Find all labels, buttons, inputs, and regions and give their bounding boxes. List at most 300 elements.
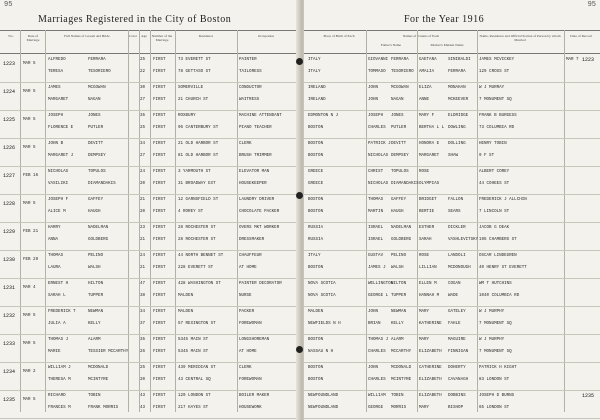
parent-field: NEWMAN bbox=[391, 310, 407, 314]
groom-field: HILTON bbox=[88, 282, 104, 286]
parent-field: NOVA SCOTIA bbox=[308, 294, 336, 298]
parent-field: PUTLER bbox=[391, 126, 407, 130]
bride-field: 20 bbox=[140, 210, 146, 214]
register-entry bbox=[0, 278, 300, 307]
parent-field: JOSEPH D BURNS bbox=[479, 394, 515, 398]
parent-field: ELIZABETH bbox=[419, 350, 442, 354]
parent-field: LILLIAN bbox=[419, 266, 437, 270]
bride-field: FLORENCE E bbox=[48, 126, 74, 130]
parent-field: BERTHA L L bbox=[419, 126, 445, 130]
register-entry bbox=[0, 138, 300, 167]
parent-field: HAUGH bbox=[391, 210, 404, 214]
groom-field: 21 OLD HARBOR ST bbox=[178, 142, 219, 146]
register-entry bbox=[0, 250, 300, 279]
groom-field: JONES bbox=[88, 114, 101, 118]
parent-field: SINIBALDI bbox=[448, 58, 471, 62]
groom-field: 120 LONDON ST bbox=[178, 394, 211, 398]
bride-field: MARIE bbox=[48, 350, 61, 354]
groom-field: 3 YARMOUTH ST bbox=[178, 170, 211, 174]
bride-field: NAGAN bbox=[88, 98, 101, 102]
parent-field: FINNIGAN bbox=[448, 350, 469, 354]
entry-date: MAR 5 bbox=[23, 342, 36, 346]
register-entry bbox=[0, 166, 300, 195]
bride-field: FIRST bbox=[153, 154, 166, 158]
groom-field: NICHOLAS bbox=[48, 170, 69, 174]
parent-field: PELINO bbox=[391, 254, 407, 258]
bride-field: FIRST bbox=[153, 378, 166, 382]
groom-field: FIRST bbox=[153, 170, 166, 174]
entry-number: 1223 bbox=[582, 57, 595, 63]
bride-field: HOUSEKEEPER bbox=[239, 182, 267, 186]
bride-field: PUTLER bbox=[88, 126, 104, 130]
groom-field: JOSEPH bbox=[48, 114, 64, 118]
parent-field: THOMAS bbox=[368, 198, 384, 202]
parent-field: BISHOP bbox=[448, 406, 464, 410]
groom-field: ALARM bbox=[88, 338, 101, 342]
parent-field: MALDEN bbox=[308, 310, 324, 314]
bride-field: 78 GETTASO ST bbox=[178, 70, 211, 74]
parent-field: 7 LINCOLN ST bbox=[479, 210, 510, 214]
groom-field: THOMAS bbox=[48, 254, 64, 258]
groom-field: FIRST bbox=[153, 142, 166, 146]
groom-field: 34 bbox=[140, 310, 146, 314]
parent-field: BRIAN bbox=[368, 322, 381, 326]
entry-number: 1229 bbox=[3, 229, 16, 235]
bride-field: DIAMANDAKIS bbox=[88, 182, 116, 186]
register-entry bbox=[304, 138, 600, 167]
bride-field: FIRST bbox=[153, 238, 166, 242]
groom-field: JAMES bbox=[48, 86, 61, 90]
header-mother: Mother's Maiden Name bbox=[430, 43, 464, 47]
bride-field: FIRST bbox=[153, 126, 166, 130]
entry-date: MAR 5 bbox=[23, 146, 36, 150]
parent-field: JOHN bbox=[368, 366, 379, 370]
parent-field: MCINTYRE bbox=[391, 378, 412, 382]
parent-field: NOVA SCOTIA bbox=[308, 282, 336, 286]
bride-field: 228 EVERETT ST bbox=[178, 266, 214, 270]
parent-field: HANNAH M bbox=[419, 294, 440, 298]
parent-field: HENRY TOBIN bbox=[479, 142, 507, 146]
parent-field: BOSTON bbox=[308, 366, 324, 370]
entry-number: 1226 bbox=[3, 145, 16, 151]
header-officiant: Name, Residence and Official Station of Person by whom Married bbox=[479, 34, 561, 42]
parent-field: ITALY bbox=[308, 70, 321, 74]
entry-date: MAR 4 bbox=[23, 286, 36, 290]
entry-date: FEB 29 bbox=[23, 258, 39, 262]
parent-field: WALSH bbox=[391, 266, 404, 270]
bride-field: DEMPSEY bbox=[88, 154, 106, 158]
bride-field: FIRST bbox=[153, 182, 166, 186]
header-record-date: Date of Record bbox=[570, 34, 592, 38]
bride-field: 81 OLD HARBOR ST bbox=[178, 154, 219, 158]
register-entry bbox=[0, 110, 300, 139]
bride-field: FRANCES M bbox=[48, 406, 71, 410]
bride-field: 37 bbox=[140, 322, 146, 326]
parent-field: W J MURPHY bbox=[479, 338, 505, 342]
bride-field: DRESSMAKER bbox=[239, 238, 265, 242]
binding-hole bbox=[296, 346, 303, 353]
entry-date: MAR 5 bbox=[23, 90, 36, 94]
bride-field: HOUSEWORK bbox=[239, 406, 262, 410]
groom-field: THOMAS J bbox=[48, 338, 69, 342]
bride-field: FIRST bbox=[153, 70, 166, 74]
bride-field: 4 ROREY ST bbox=[178, 210, 204, 214]
bride-field: AT HOME bbox=[239, 266, 257, 270]
entry-number: 1228 bbox=[3, 201, 16, 207]
bride-field: FOREWOMAN bbox=[239, 322, 262, 326]
groom-field: 23 bbox=[140, 226, 146, 230]
entry-number: 1234 bbox=[3, 369, 16, 375]
groom-field: FIRST bbox=[153, 282, 166, 286]
groom-field: PELINO bbox=[88, 254, 104, 258]
bride-field: FIRST bbox=[153, 266, 166, 270]
parent-field: GAETANA bbox=[419, 58, 437, 62]
register-entry bbox=[0, 54, 300, 83]
entry-number: 1232 bbox=[3, 313, 16, 319]
groom-field: FIRST bbox=[153, 394, 166, 398]
parent-field: DOHERTY bbox=[448, 366, 466, 370]
bride-field: 28 ROCHESTER ST bbox=[178, 238, 216, 242]
bride-field: 217 HAYES ST bbox=[178, 406, 209, 410]
parent-field: WM T HUTCHINS bbox=[479, 282, 512, 286]
parent-field: MONAHAN bbox=[448, 86, 466, 90]
parent-field: W J MURPHY bbox=[479, 310, 505, 314]
parent-field: CHRIST bbox=[368, 170, 384, 174]
parent-field: NEWFIELDS N H bbox=[308, 322, 341, 326]
parent-field: TOMMASO bbox=[368, 70, 386, 74]
bride-field: FIRST bbox=[153, 98, 166, 102]
bride-field: MARGARET bbox=[48, 98, 69, 102]
groom-field: MCDONALD bbox=[88, 366, 109, 370]
parent-field: OLYMPIAS bbox=[419, 182, 440, 186]
right-column-headers bbox=[304, 30, 600, 54]
parent-field: RUSSIA bbox=[308, 226, 324, 230]
parent-field: KELLY bbox=[391, 322, 404, 326]
parent-field: GREECE bbox=[308, 170, 324, 174]
entry-number: 1235 bbox=[582, 393, 595, 399]
groom-field: PAINTER DECORATOR bbox=[239, 282, 282, 286]
parent-field: JONES bbox=[391, 114, 404, 118]
parent-field: 9 F ST bbox=[479, 154, 495, 158]
register-entry bbox=[304, 278, 600, 307]
groom-field: CLERK bbox=[239, 366, 252, 370]
groom-field: MALDEN bbox=[178, 310, 194, 314]
parent-field: BRIDGET bbox=[419, 198, 437, 202]
parent-field: ROSE bbox=[419, 254, 430, 258]
parent-field: BERTIE bbox=[419, 210, 435, 214]
parent-field: PATRICK J bbox=[368, 142, 391, 146]
parent-field: MCKEEVER bbox=[448, 98, 469, 102]
groom-field: OVERS MKT WORKER bbox=[239, 226, 280, 230]
bride-field: JULIA A bbox=[48, 322, 66, 326]
groom-field: FREDERICK T bbox=[48, 310, 76, 314]
parent-field: BOSTON bbox=[308, 338, 324, 342]
bride-field: 43 bbox=[140, 406, 146, 410]
parent-field: JOHN bbox=[368, 310, 379, 314]
parent-field: DIAMANDAKIS bbox=[391, 182, 419, 186]
groom-field: NEWMAN bbox=[88, 310, 104, 314]
groom-field: ROXBURY bbox=[178, 114, 196, 118]
groom-field: 439 MERIDIAN ST bbox=[178, 366, 216, 370]
entry-date: FEB 21 bbox=[23, 230, 39, 234]
parent-field: 83 LONDON ST bbox=[479, 378, 510, 382]
record-date: MAR 7 bbox=[566, 58, 579, 62]
parent-field: 129 CROSS ST bbox=[479, 70, 510, 74]
bride-field: NURSE bbox=[239, 294, 252, 298]
parent-field: OSCAR LINDEGREN bbox=[479, 254, 517, 258]
parent-field: MARTIN bbox=[368, 210, 384, 214]
parent-field: HILTON bbox=[391, 282, 407, 286]
bride-field: GOLDBERG bbox=[88, 238, 109, 242]
register-entry bbox=[304, 362, 600, 391]
parent-field: BOSTON bbox=[308, 154, 324, 158]
bride-field: WALSH bbox=[88, 266, 101, 270]
left-page-number: 95 bbox=[4, 1, 13, 9]
parent-field: W J MURRAY bbox=[479, 86, 505, 90]
groom-field: 34 bbox=[140, 142, 146, 146]
parent-field: MCDONALD bbox=[391, 366, 412, 370]
parent-field: ESTHER bbox=[419, 226, 435, 230]
bride-field: TESORIERO bbox=[88, 70, 111, 74]
header-number-of-marriage: Number of the Marriage bbox=[151, 34, 173, 42]
parent-field: BOSTON bbox=[308, 198, 324, 202]
groom-field: 44 NORTH BENNET ST bbox=[178, 254, 224, 258]
groom-field: MACHINE ATTENDANT bbox=[239, 114, 282, 118]
bride-field: FIRST bbox=[153, 406, 166, 410]
parent-field: 7 MONUMENT SQ bbox=[479, 322, 512, 326]
parent-field: 44 COHEES ST bbox=[479, 182, 510, 186]
groom-field: PAINTER bbox=[239, 58, 257, 62]
groom-field: PACKER bbox=[239, 310, 255, 314]
bride-field: LAURA bbox=[48, 266, 61, 270]
groom-field: MCGOWAN bbox=[88, 86, 106, 90]
bride-field: MARGARET J bbox=[48, 154, 74, 158]
parent-field: FAHLE bbox=[448, 322, 461, 326]
groom-field: SOMERVILLE bbox=[178, 86, 204, 90]
groom-field: CONDUCTOR bbox=[239, 86, 262, 90]
bride-field: SARAH L bbox=[48, 294, 66, 298]
parent-field: MARGARET bbox=[419, 154, 440, 158]
header-occupation: Occupation bbox=[257, 34, 275, 38]
groom-field: 428 WASHINGTON ST bbox=[178, 282, 221, 286]
parent-field: ELLEN M bbox=[419, 282, 437, 286]
bride-field: 21 bbox=[140, 266, 146, 270]
parent-field: WADE bbox=[448, 294, 459, 298]
parent-field: ELIZABETH bbox=[419, 394, 442, 398]
groom-field: 28 ROCHESTER ST bbox=[178, 226, 216, 230]
register-entry bbox=[0, 222, 300, 251]
parent-field: NASSAU N H bbox=[308, 350, 334, 354]
parent-field: CATHERINE bbox=[419, 366, 442, 370]
bride-field: ALICE M bbox=[48, 210, 66, 214]
header-age: Age bbox=[141, 34, 147, 38]
parent-field: GAFFEY bbox=[391, 198, 407, 202]
bride-field: FOREWOMAN bbox=[239, 378, 262, 382]
parent-field: IRELAND bbox=[308, 98, 326, 102]
register-entry bbox=[0, 82, 300, 111]
register-entry bbox=[304, 334, 600, 363]
parent-field: GUSTAV bbox=[368, 254, 384, 258]
bride-field: 27 bbox=[140, 154, 146, 158]
parent-field: JAMES MCVICKEY bbox=[479, 58, 515, 62]
parent-field: TOBIN bbox=[391, 394, 404, 398]
bride-field: THERESA M bbox=[48, 378, 71, 382]
entry-date: MAR 5 bbox=[23, 118, 36, 122]
groom-field: 21 bbox=[140, 198, 146, 202]
groom-field: JOHN B bbox=[48, 142, 64, 146]
parent-field: ALBERT COREY bbox=[479, 170, 510, 174]
parent-field: CHARLES bbox=[368, 378, 386, 382]
bride-field: 26 bbox=[140, 350, 146, 354]
parent-field: GEORGE L bbox=[368, 294, 389, 298]
groom-field: JOSEPH F bbox=[48, 198, 69, 202]
groom-field: 35 bbox=[140, 338, 146, 342]
parent-field: BOSTON bbox=[308, 378, 324, 382]
parent-field: MARY bbox=[419, 338, 430, 342]
entry-date: MAR 5 bbox=[23, 62, 36, 66]
parent-field: DICKLER bbox=[448, 226, 466, 230]
groom-field: 73 EVERETT ST bbox=[178, 58, 211, 62]
bride-field: TESSIER MCCARTHY bbox=[88, 350, 129, 354]
parent-field: SARAH bbox=[419, 238, 432, 242]
register-entry bbox=[304, 110, 600, 139]
parent-field: IRELAND bbox=[308, 86, 326, 90]
groom-field: LAUNDRY DRIVER bbox=[239, 198, 275, 202]
register-entry bbox=[304, 54, 600, 83]
entry-number: 1225 bbox=[3, 117, 16, 123]
parent-field: SHAW bbox=[448, 154, 459, 158]
parent-field: FREDERICK J ALLCHIN bbox=[479, 198, 527, 202]
parent-field: FALLON bbox=[448, 198, 464, 202]
groom-field: 24 bbox=[140, 254, 146, 258]
binding-hole bbox=[296, 58, 303, 65]
parent-field: COGAN bbox=[448, 282, 461, 286]
parent-field: THOMAS J bbox=[368, 338, 389, 342]
parent-field: MCGOWAN bbox=[391, 86, 409, 90]
parent-field: ELIZABETH bbox=[419, 378, 442, 382]
bride-field: 22 bbox=[140, 70, 146, 74]
entry-date: MAR 5 bbox=[23, 202, 36, 206]
bride-field: AT HOME bbox=[239, 350, 257, 354]
bride-field: FIRST bbox=[153, 322, 166, 326]
groom-field: LONGSHOREMAN bbox=[239, 338, 270, 342]
groom-field: FIRST bbox=[153, 366, 166, 370]
register-entry bbox=[304, 82, 600, 111]
parent-field: 7 MONUMENT SQ bbox=[479, 350, 512, 354]
groom-field: ERNEST H bbox=[48, 282, 69, 286]
groom-field: ELEVATOR MAN bbox=[239, 170, 270, 174]
bride-field: 20 bbox=[140, 378, 146, 382]
bride-field: TERESA bbox=[48, 70, 64, 74]
header-names: Full Names of Groom and Bride bbox=[64, 34, 110, 38]
header-no: No. bbox=[8, 34, 14, 38]
parent-field: NICHOLAS bbox=[368, 182, 389, 186]
bride-field: CHOCOLATE PACKER bbox=[239, 210, 280, 214]
parent-field: GIOVANNI bbox=[368, 58, 389, 62]
bride-field: 43 CENTRAL SQ bbox=[178, 378, 211, 382]
parent-field: ITALY bbox=[308, 254, 321, 258]
parent-field: GEORGE bbox=[368, 406, 384, 410]
parent-field: FRANK B BURGESS bbox=[479, 114, 517, 118]
bride-field: 21 CHURCH ST bbox=[178, 98, 209, 102]
bride-field: 38 bbox=[140, 294, 146, 298]
register-entry bbox=[304, 390, 600, 419]
parent-field: ELDRIDGE bbox=[448, 114, 469, 118]
register-entry bbox=[304, 306, 600, 335]
register-entry bbox=[304, 166, 600, 195]
groom-field: 30 bbox=[140, 86, 146, 90]
parent-field: ALARM bbox=[391, 338, 404, 342]
parent-field: PATRICK H KIGHT bbox=[479, 366, 517, 370]
parent-field: MCCARTHY bbox=[391, 350, 412, 354]
parent-field: GOLDBERG bbox=[391, 238, 412, 242]
register-entry bbox=[0, 362, 300, 391]
parent-field: CHARLES bbox=[368, 126, 386, 130]
entry-date: MAR 2 bbox=[23, 370, 36, 374]
parent-field: JAMES J bbox=[368, 266, 386, 270]
entry-number: 1224 bbox=[3, 89, 16, 95]
groom-field: ALFREDO bbox=[48, 58, 66, 62]
parent-field: HONORA E bbox=[419, 142, 440, 146]
register-entry bbox=[0, 194, 300, 223]
groom-field: FIRST bbox=[153, 310, 166, 314]
entry-number: 1230 bbox=[3, 257, 16, 263]
parent-field: GATELEY bbox=[448, 310, 466, 314]
header-color: Color bbox=[129, 34, 137, 38]
groom-field: 43 bbox=[140, 394, 146, 398]
bride-field: ANNA bbox=[48, 238, 59, 242]
header-father: Father's Name bbox=[380, 43, 402, 47]
groom-field: FIRST bbox=[153, 114, 166, 118]
header-parents: Names of Parents of Each bbox=[402, 34, 440, 38]
groom-field: HARRY bbox=[48, 226, 61, 230]
groom-field: GAFFEY bbox=[88, 198, 104, 202]
bride-field: 25 bbox=[140, 126, 146, 130]
parent-field: TESORIERO bbox=[391, 70, 414, 74]
parent-field: NAGAN bbox=[391, 98, 404, 102]
entry-date: MAR 5 bbox=[23, 398, 36, 402]
header-date: Date of Marriage bbox=[26, 34, 40, 42]
register-entry bbox=[0, 306, 300, 335]
bride-field: PIANO TEACHER bbox=[239, 126, 272, 130]
bride-field: 31 BROADWAY EXT bbox=[178, 182, 216, 186]
header-birthplace: Place of Birth of Each bbox=[323, 34, 355, 38]
groom-field: FIRST bbox=[153, 338, 166, 342]
parent-field: AMALIA bbox=[419, 70, 435, 74]
parent-field: ANNE bbox=[419, 98, 430, 102]
entry-number: 1233 bbox=[3, 341, 16, 347]
parent-field: NEWFOUNDLAND bbox=[308, 406, 339, 410]
groom-field: FIRST bbox=[153, 226, 166, 230]
parent-field: EDMONTON N J bbox=[308, 114, 339, 118]
bride-field: BRUSH TRIMMER bbox=[239, 154, 272, 158]
groom-field: TOBIN bbox=[88, 394, 101, 398]
register-entry bbox=[0, 334, 300, 363]
entry-number: 1227 bbox=[3, 173, 16, 179]
groom-field: TOPULOS bbox=[88, 170, 106, 174]
groom-field: FERRARA bbox=[88, 58, 106, 62]
groom-field: 12 GARNSFIELD ST bbox=[178, 198, 219, 202]
parent-field: NADELMAN bbox=[391, 226, 412, 230]
parent-field: JACOB G DEAK bbox=[479, 226, 510, 230]
parent-field: WELLINGTON bbox=[368, 282, 394, 286]
parent-field: CAVANAGH bbox=[448, 378, 469, 382]
right-page-number: 95 bbox=[587, 1, 596, 9]
parent-field: WILLIAM bbox=[368, 394, 386, 398]
bride-field: 20 bbox=[140, 182, 146, 186]
register-entry bbox=[0, 390, 300, 419]
bride-field: TAILORESS bbox=[239, 70, 262, 74]
